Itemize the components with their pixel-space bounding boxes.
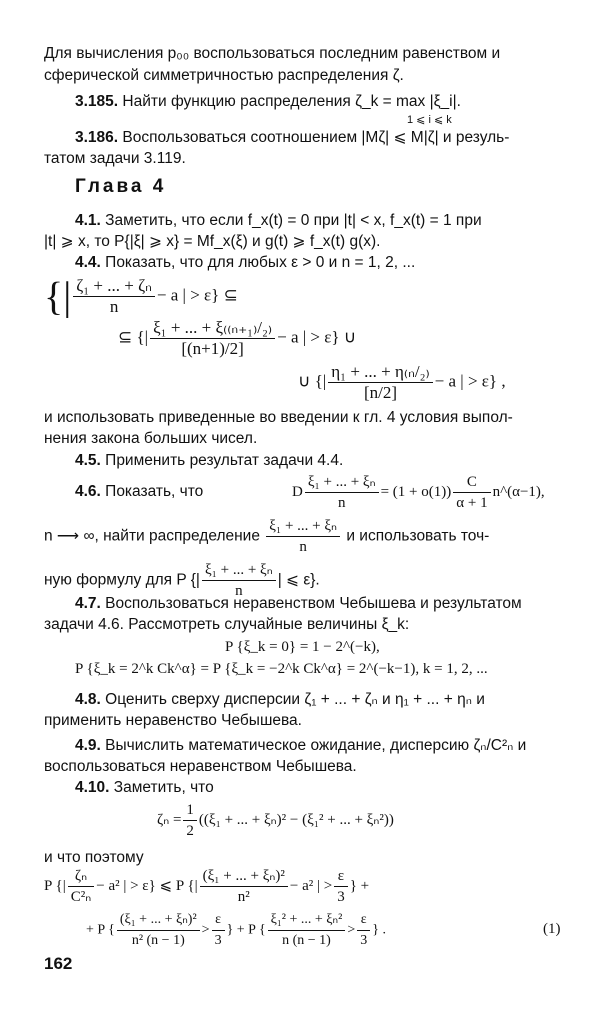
problem-number: 4.8. (75, 691, 101, 708)
equation-text: ∪ {| (298, 371, 327, 391)
text-span: ную формулу для P {| (44, 571, 200, 589)
fraction: $\frac{\text{η₁ + ... + η₍ₙ/₂₎}}{[n/2]}$ (328, 362, 432, 403)
page-number: 162 (44, 954, 73, 973)
problem-number: 4.9. (75, 737, 101, 754)
text-line: задачи 4.6. Рассмотреть случайные величины ξ_k: (44, 616, 410, 633)
equation-text: } + (349, 877, 370, 894)
equation-text: + P { (86, 922, 115, 938)
equation-4-4-line2 (118, 318, 356, 359)
equation-4-4-line1 (44, 273, 238, 319)
text-line: воспользоваться неравенством Чебышева. (44, 758, 357, 775)
problem-text: Заметить, что если f_x(t) = 0 при |t| < x, f_x(t) = 1 при (105, 212, 482, 229)
text-line: и использовать приведенные во введении к гл. 4 условия выпол- (44, 409, 513, 426)
fraction: $\frac{\varepsilon}{3}$ (357, 910, 370, 951)
problem-4-7 (75, 594, 522, 614)
equation-4-4-line3 (298, 362, 506, 403)
problem-4-9 (75, 736, 526, 756)
equation-text: P {| (44, 877, 66, 894)
text-line: |t| ⩾ x, то P{|ξ| ⩾ x} = Mf_x(ξ) и g(t) ⩾ f_x(t) g(x). (44, 233, 381, 250)
problem-number: 3.185. (75, 93, 119, 110)
text-line: Для вычисления p₀₀ воспользоваться последним равенством и (44, 45, 501, 62)
fraction: $\frac{\varepsilon}{3}$ (212, 910, 225, 951)
fraction: $\frac{\text{(ξ₁ + ... + ξₙ)²}}{\text{n²}}$ (200, 866, 288, 907)
equation-text: − a² | > ε} ⩽ P {| (96, 877, 198, 894)
fraction: $\frac{\text{ξ₁ + ... + ξ₍₍ₙ₊₁₎/₂₎}}{[(n+1)/2]}$ (150, 318, 275, 359)
problem-4-1 (75, 211, 482, 231)
problem-text: Найти функцию распределения ζ_k = max |ξ_i|. (122, 93, 461, 110)
problem-number: 3.186. (75, 129, 119, 146)
equation-text: − a² | > (289, 877, 333, 894)
problem-number: 4.4. (75, 254, 101, 271)
fraction: $\frac{\text{ξ₁ + ... + ξₙ}}{n}$ (266, 516, 340, 557)
equation-4-10 (157, 800, 394, 841)
equation-text: = (1 + o(1)) (380, 483, 452, 500)
text-line (44, 516, 489, 557)
equation-text: − a | > ε} , (434, 371, 506, 391)
problem-4-4 (75, 253, 415, 273)
equation-label: (1) (543, 921, 561, 937)
equation-text: n^(α−1), (492, 483, 545, 500)
text-line: применить неравенство Чебышева. (44, 712, 302, 729)
problem-number: 4.10. (75, 779, 110, 796)
equation-text: ⊆ {| (118, 327, 149, 347)
problem-text: Вычислить математическое ожидание, дисперсию ζₙ/C²ₙ и (105, 737, 527, 754)
max-subscript: 1 ⩽ i ⩽ k (407, 114, 452, 126)
text-line: и что поэтому (44, 849, 144, 866)
equation-text: } . (372, 922, 386, 938)
fraction: $\frac{\text{ζₙ}}{\text{C²ₙ}}$ (68, 866, 94, 907)
equation-final-line1 (44, 866, 369, 907)
fraction: $\frac{\text{ξ₁ + ... + ξₙ}}{n}$ (305, 472, 379, 513)
text-line: татом задачи 3.119. (44, 150, 186, 167)
equation-final-line2 (86, 910, 386, 951)
text-span: | ⩽ ε}. (277, 571, 320, 589)
problem-3-186 (75, 128, 509, 148)
fraction: $\frac{\text{ζ₁ + ... + ζₙ}}{n}$ (73, 276, 155, 317)
fraction: $\frac{1}{2}$ (183, 800, 197, 841)
equation-text: > (201, 922, 210, 938)
equation-4-6 (292, 472, 545, 513)
chapter-heading: Глава 4 (75, 176, 167, 197)
fraction: $\frac{\text{ξ₁² + ... + ξₙ²}}{n (n - 1)}$ (268, 910, 346, 951)
problem-text: Показать, что (105, 483, 204, 500)
text-line: сферической симметричностью распределения ζ. (44, 67, 404, 84)
problem-4-10 (75, 778, 214, 798)
equation-text: ζₙ = (157, 811, 182, 828)
problem-number: 4.6. (75, 483, 101, 500)
problem-text: Воспользоваться неравенством Чебышева и результатом (105, 595, 522, 612)
fraction: $\frac{C}{\alpha + 1}$ (453, 472, 490, 513)
problem-number: 4.1. (75, 212, 101, 229)
text-line: нения закона больших чисел. (44, 430, 258, 447)
problem-4-6 (75, 482, 203, 502)
fraction: $\frac{\text{ξ₁ + ... + ξₙ}}{n}$ (202, 560, 276, 601)
problem-text: Применить результат задачи 4.4. (105, 452, 344, 469)
problem-3-185 (75, 92, 461, 112)
equation-4-7-line1: P {ξ_k = 0} = 1 − 2^(−k), (225, 639, 380, 655)
equation-text: > (347, 922, 356, 938)
fraction: $\frac{\varepsilon}{3}$ (334, 866, 348, 907)
problem-number: 4.5. (75, 452, 101, 469)
problem-text: Показать, что для любых ε > 0 и n = 1, 2, ... (105, 254, 416, 271)
equation-4-7-line2: P {ξ_k = 2^k Ck^α} = P {ξ_k = −2^k Ck^α} = 2^(−k−1), k = 1, 2, ... (75, 661, 488, 677)
equation-text: − a | > ε} ∪ (277, 327, 357, 347)
problem-4-8 (75, 690, 485, 710)
equation-text: } + P { (226, 922, 266, 938)
equation-text: − a | > ε} ⊆ (156, 285, 238, 305)
equation-text: D (292, 483, 303, 500)
text-span: n ⟶ ∞, найти распределение (44, 527, 260, 545)
problem-text: Воспользоваться соотношением |Mζ| ⩽ M|ζ| и резуль- (122, 129, 510, 146)
problem-text: Оценить сверху дисперсии ζ₁ + ... + ζₙ и η₁ + ... + ηₙ и (105, 691, 485, 708)
brace-bar: {| (44, 273, 72, 319)
equation-text: ((ξ₁ + ... + ξₙ)² − (ξ₁² + ... + ξₙ²)) (198, 811, 394, 828)
text-span: и использовать точ- (346, 527, 490, 545)
problem-4-5 (75, 451, 343, 471)
problem-text: Заметить, что (113, 779, 214, 796)
fraction: $\frac{\text{(ξ₁ + ... + ξₙ)²}}{\text{n² (n − 1)}}$ (117, 910, 200, 951)
problem-number: 4.7. (75, 595, 101, 612)
